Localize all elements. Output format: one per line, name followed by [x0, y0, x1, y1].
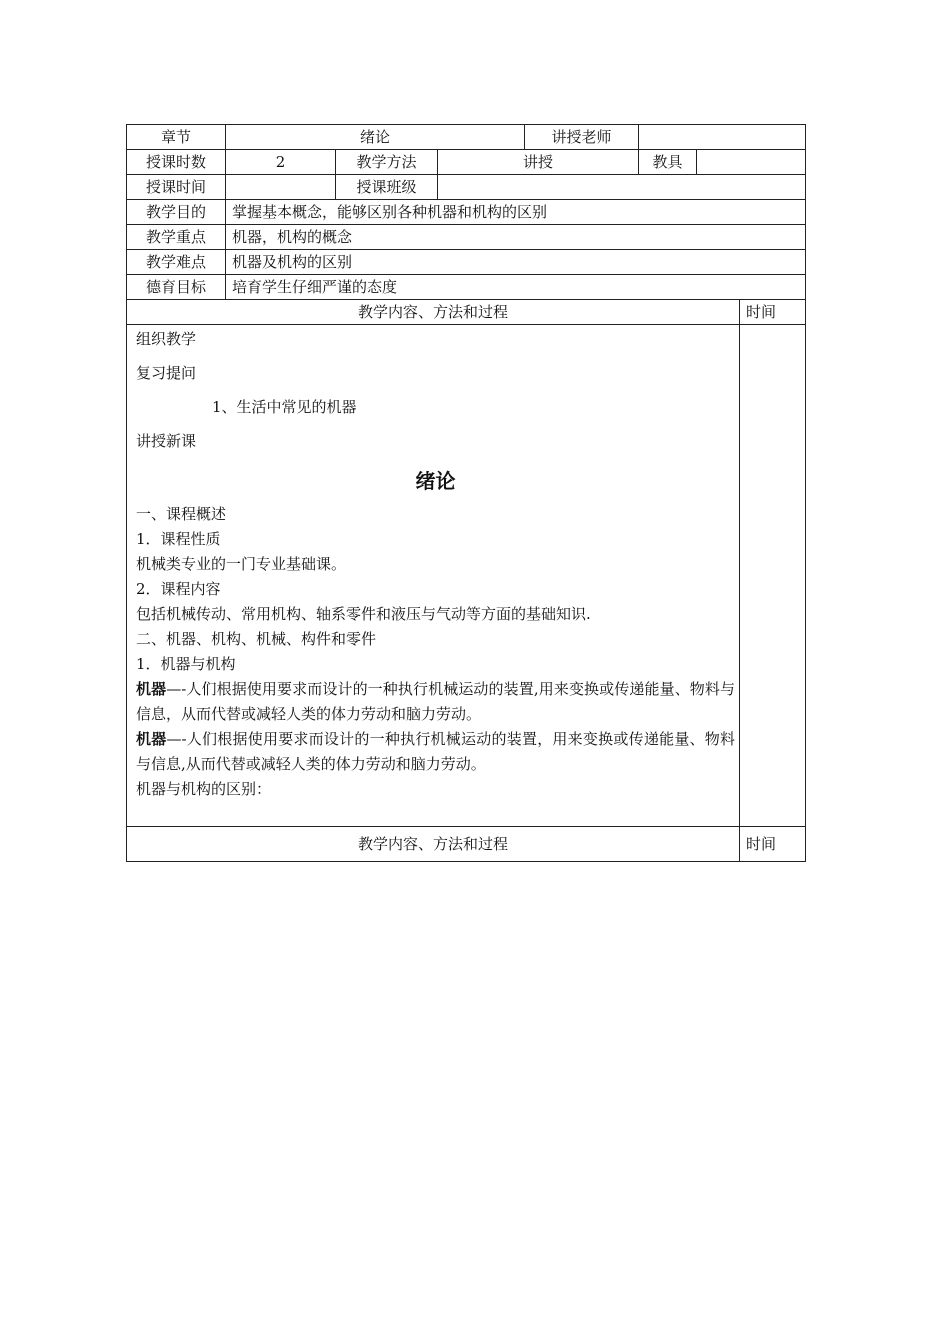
key-label: 教学重点 [127, 225, 226, 250]
difficulty-value: 机器及机构的区别 [226, 250, 806, 275]
teacher-label: 讲授老师 [525, 125, 639, 150]
section-1-heading: 一、课程概述 [136, 505, 227, 523]
lesson-title: 绪论 [415, 469, 456, 493]
footer-content-header: 教学内容、方法和过程 [127, 827, 740, 862]
section-time-header: 时间 [740, 300, 806, 325]
time-column [740, 325, 806, 827]
definition-2-term: 机器 [136, 730, 167, 748]
review-text: 复习提问 [136, 364, 197, 382]
time-label: 授课时间 [127, 175, 226, 200]
lesson-plan-table [126, 124, 806, 862]
section-1-2-text: 包括机械传动、常用机构、轴系零件和液压与气动等方面的基础知识. [136, 605, 591, 623]
time-value [226, 175, 336, 200]
chapter-value: 绪论 [226, 125, 525, 150]
class-value [438, 175, 806, 200]
section-1-2-heading: 2．课程内容 [136, 580, 221, 598]
review-item: 1、生活中常见的机器 [212, 398, 357, 416]
row-content [127, 325, 806, 827]
footer-time-header: 时间 [740, 827, 806, 862]
difference-text: 机器与机构的区别： [136, 780, 272, 798]
difficulty-label: 教学难点 [127, 250, 226, 275]
goal-value: 掌握基本概念，能够区别各种机器和机构的区别 [226, 200, 806, 225]
organize-text: 组织教学 [136, 330, 197, 348]
definition-1-text: —-人们根据使用要求而设计的一种执行机械运动的装置,用来变换或传递能量、物料与信息，从而代替或减轻人类的体力劳动和脑力劳动。 [136, 680, 736, 723]
method-value: 讲授 [438, 150, 639, 175]
section-2-1-heading: 1．机器与机构 [136, 655, 236, 673]
moral-label: 德育目标 [127, 275, 226, 300]
section-content-header: 教学内容、方法和过程 [127, 300, 740, 325]
tools-value [697, 150, 806, 175]
moral-value: 培育学生仔细严谨的态度 [226, 275, 806, 300]
class-label: 授课班级 [336, 175, 438, 200]
section-1-1-heading: 1．课程性质 [136, 530, 221, 548]
lesson-content [127, 325, 740, 827]
hours-label: 授课时数 [127, 150, 226, 175]
method-label: 教学方法 [336, 150, 438, 175]
lesson-plan-form [126, 124, 805, 862]
tools-label: 教具 [639, 150, 697, 175]
row-hours [127, 150, 806, 175]
section-1-1-text: 机械类专业的一门专业基础课。 [136, 555, 347, 573]
teacher-value [639, 125, 806, 150]
row-time [127, 175, 806, 200]
goal-label: 教学目的 [127, 200, 226, 225]
hours-value: 2 [226, 150, 336, 175]
row-goal [127, 200, 806, 225]
definition-2-text: —-人们根据使用要求而设计的一种执行机械运动的装置，用来变换或传递能量、物料与信息,从而代替或减轻人类的体力劳动和脑力劳动。 [136, 730, 736, 773]
row-difficulty [127, 250, 806, 275]
row-key [127, 225, 806, 250]
key-value: 机器，机构的概念 [226, 225, 806, 250]
section-2-heading: 二、机器、机构、机械、构件和零件 [136, 630, 377, 648]
new-lesson-text: 讲授新课 [136, 432, 197, 450]
definition-1 [136, 677, 735, 727]
definition-1-term: 机器 [136, 680, 167, 698]
row-section-header [127, 300, 806, 325]
row-moral [127, 275, 806, 300]
row-chapter [127, 125, 806, 150]
definition-2 [136, 727, 735, 777]
row-footer-header [127, 827, 806, 862]
chapter-label: 章节 [127, 125, 226, 150]
